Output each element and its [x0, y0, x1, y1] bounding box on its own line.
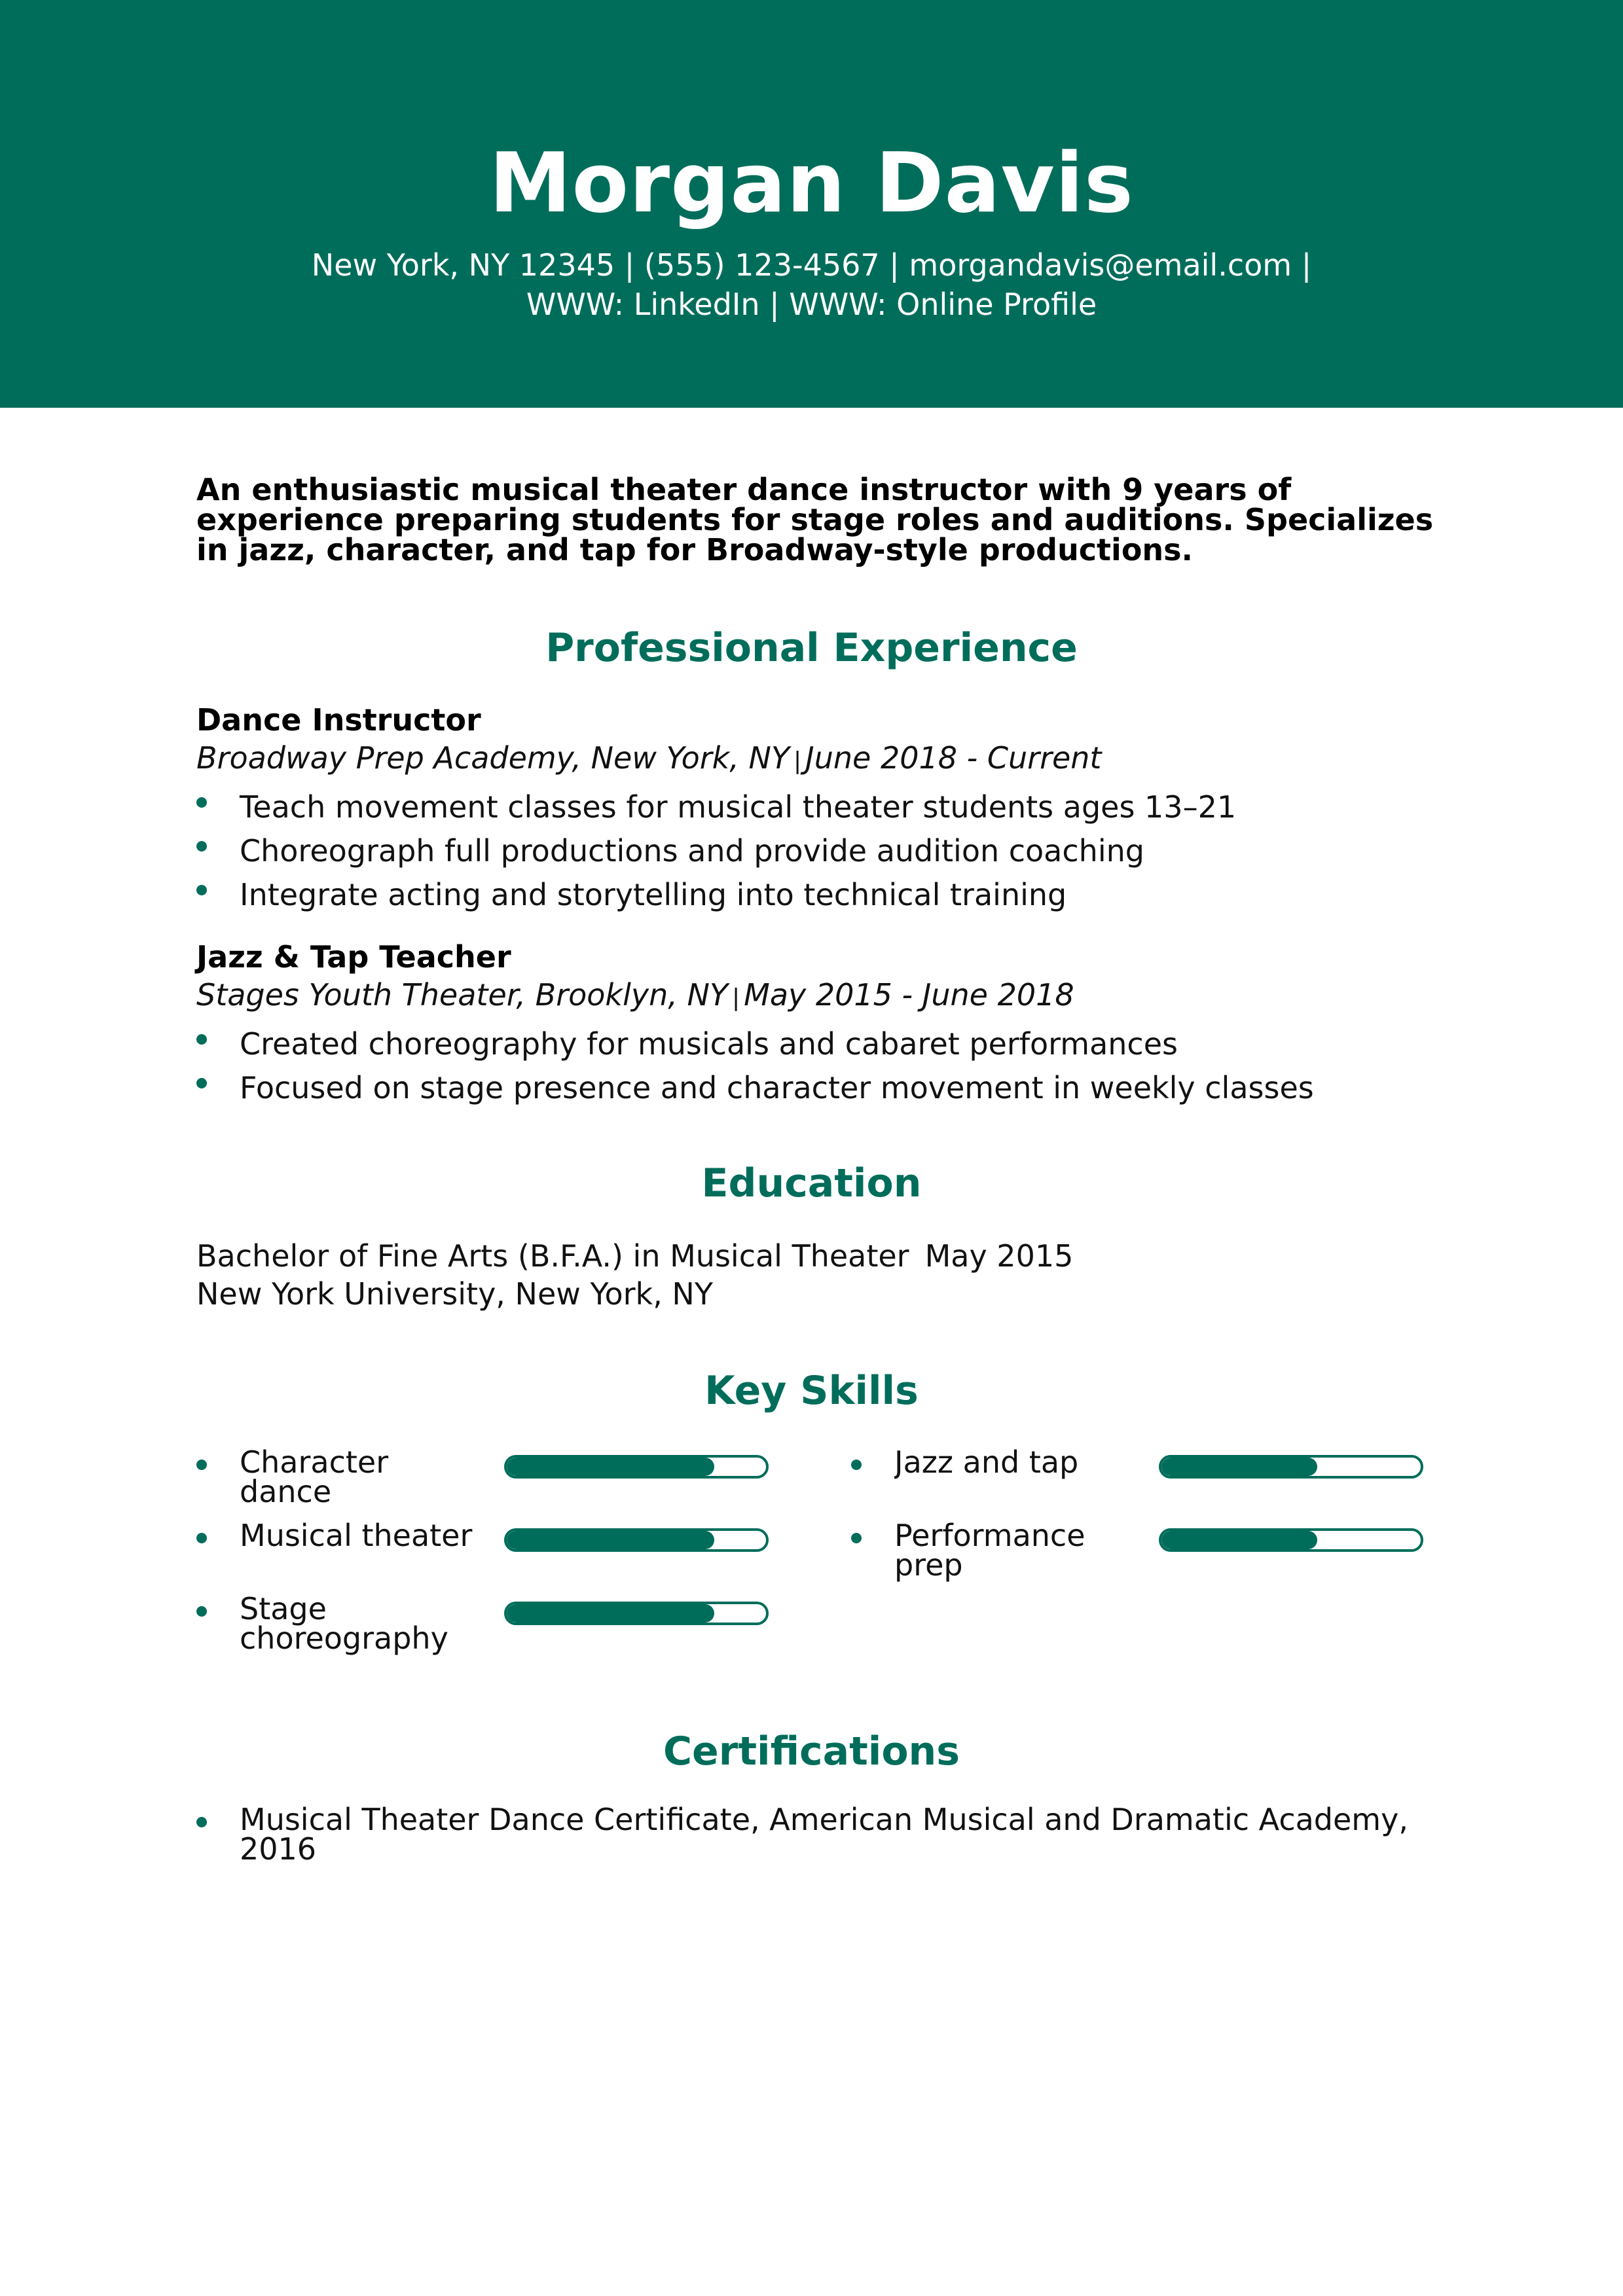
bullet-icon [196, 797, 207, 808]
job-title: Dance Instructor [196, 702, 481, 738]
contact-info [0, 245, 1623, 324]
job-meta [196, 977, 1074, 1016]
job-bullets [196, 1022, 1314, 1110]
job-meta-separator: | [732, 984, 740, 1011]
skill-level-bar [504, 1455, 769, 1479]
list-item-text: Focused on stage presence and character movement in weekly classes [240, 1070, 1314, 1105]
list-item [196, 873, 1236, 917]
skill-label: Jazz and tap [894, 1448, 1079, 1480]
section-title-certifications: Certifications [663, 1729, 960, 1774]
skill-item [196, 1594, 825, 1666]
list-item [196, 1022, 1314, 1066]
job-employer: Stages Youth Theater, Brooklyn, NY [196, 977, 728, 1013]
skill-level-bar [504, 1602, 769, 1625]
header-banner [0, 0, 1623, 408]
bullet-icon [196, 1533, 207, 1543]
job-meta-separator: | [793, 747, 802, 774]
skill-item [196, 1448, 825, 1520]
certification-text: Musical Theater Dance Certificate, American Musical and Dramatic Academy, 2016 [240, 1802, 1408, 1867]
skill-label: Stage choreography [240, 1594, 448, 1656]
bullet-icon [851, 1533, 862, 1543]
section-title-education: Education [701, 1160, 922, 1206]
skill-level-bar [1159, 1455, 1423, 1479]
education-degree: Bachelor of Fine Arts (B.F.A.) in Musical Theater [196, 1238, 909, 1274]
education-school: New York University, New York, NY [196, 1276, 713, 1312]
list-item [196, 785, 1236, 829]
skill-item [196, 1521, 825, 1593]
job-employer: Broadway Prep Academy, New York, NY [196, 740, 790, 776]
job-bullets [196, 785, 1236, 917]
job-meta [196, 740, 1101, 780]
skill-level-fill [507, 1531, 714, 1549]
job-dates: June 2018 - Current [805, 740, 1102, 776]
skill-item [851, 1521, 1480, 1593]
list-item-text: Teach movement classes for musical theater students ages 13–21 [240, 789, 1237, 825]
professional-summary: An enthusiastic musical theater dance instructor with 9 years of experience preparing students for stage roles and auditions. Specializes in jazz, character, and tap for Broadway-style productions. [196, 472, 1434, 567]
bullet-icon [196, 1606, 207, 1617]
section-title-skills: Key Skills [704, 1368, 919, 1414]
certifications-list [196, 1802, 1453, 1867]
education-degree-line [196, 1237, 1073, 1275]
skill-level-fill [507, 1604, 714, 1623]
job-dates: May 2015 - June 2018 [744, 977, 1074, 1013]
skill-item [851, 1448, 1480, 1520]
skill-label: Musical theater [240, 1521, 473, 1553]
list-item [196, 1066, 1314, 1110]
bullet-icon [196, 885, 207, 895]
skill-label: Character dance [240, 1448, 389, 1509]
list-item-text: Choreograph full productions and provide audition coaching [240, 833, 1144, 869]
contact-line-1: New York, NY 12345 | (555) 123-4567 | morgandavis@email.com | [311, 247, 1312, 283]
skill-level-fill [1161, 1458, 1317, 1476]
bullet-icon [196, 1078, 207, 1088]
bullet-icon [196, 841, 207, 852]
skill-level-fill [1161, 1531, 1317, 1549]
skill-level-fill [507, 1458, 714, 1476]
skill-label: Performance prep [894, 1521, 1085, 1583]
list-item [196, 1802, 1453, 1867]
list-item-text: Integrate acting and storytelling into technical training [240, 877, 1067, 912]
bullet-icon [196, 1034, 207, 1045]
contact-line-2: WWW: LinkedIn | WWW: Online Profile [526, 287, 1097, 322]
bullet-icon [196, 1817, 207, 1827]
bullet-icon [196, 1460, 207, 1470]
list-item [196, 829, 1236, 873]
bullet-icon [851, 1460, 862, 1470]
skill-level-bar [1159, 1528, 1423, 1552]
skill-level-bar [504, 1528, 769, 1552]
list-item-text: Created choreography for musicals and cabaret performances [240, 1026, 1178, 1062]
candidate-name: Morgan Davis [489, 135, 1134, 231]
job-title: Jazz & Tap Teacher [196, 939, 511, 975]
section-title-experience: Professional Experience [545, 625, 1078, 671]
education-date: May 2015 [924, 1238, 1074, 1274]
